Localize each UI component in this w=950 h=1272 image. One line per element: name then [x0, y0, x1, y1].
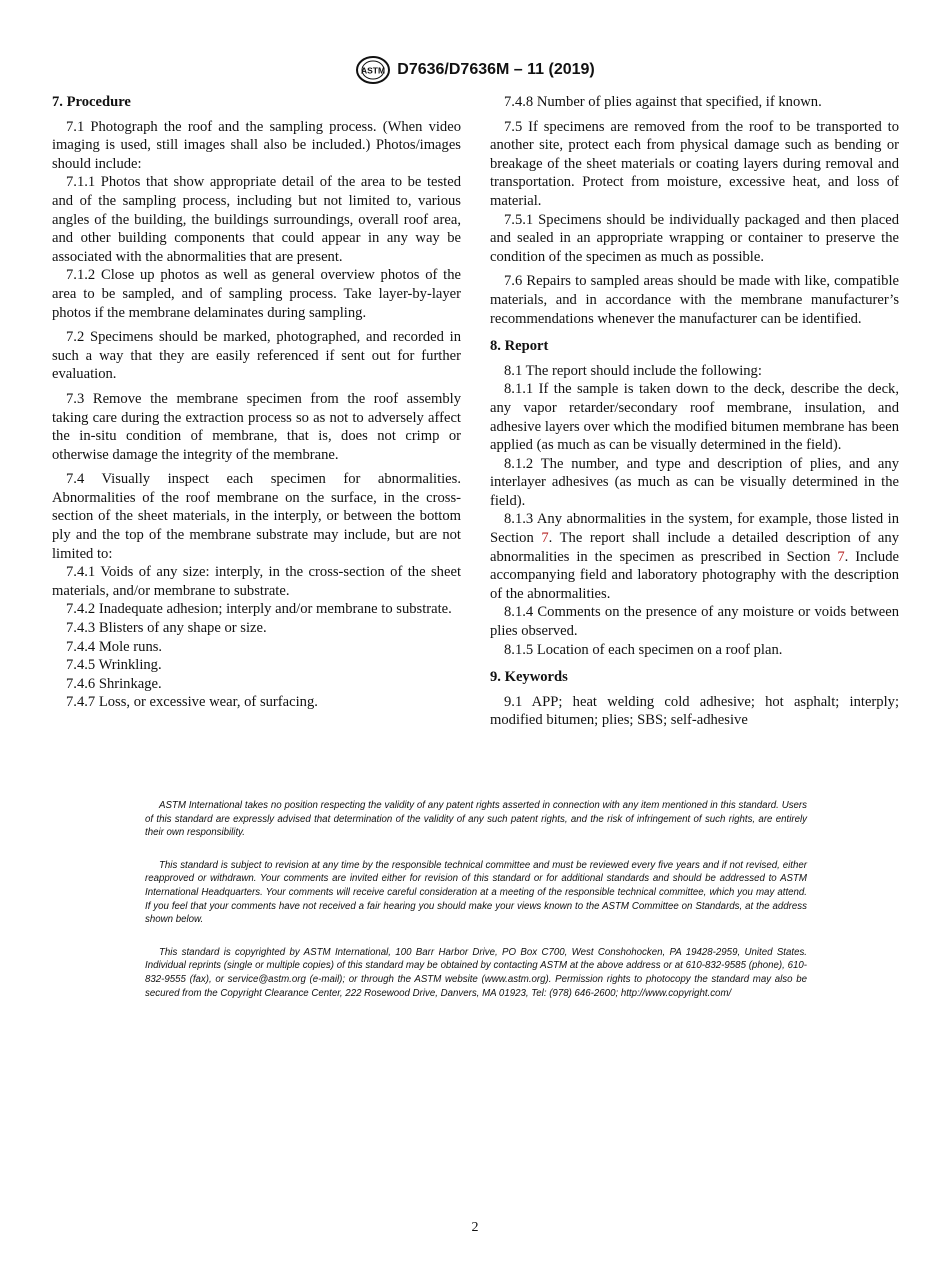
para-7-2: 7.2 Specimens should be marked, photographed, and recorded in such a way that they are easily referenced if sent out for further evaluation. [52, 329, 461, 383]
para-7-6: 7.6 Repairs to sampled areas should be made with like, compatible materials, and in accordance with the membrane manufacturer’s recommendations whenever the manufacturer can be identified. [490, 273, 899, 327]
para-8-1-3 [490, 510, 899, 603]
para-8-1-3-part-a: 8.1.3 Any abnormalities in the system, for example, those listed in Section [490, 511, 899, 547]
legal-notices [145, 799, 807, 1000]
para-7-4-4: 7.4.4 Mole runs. [66, 638, 163, 655]
para-7-4-1: 7.4.1 Voids of any size: interply, in the cross-section of the sheet materials, and/or membrane to substrate. [52, 564, 461, 599]
para-7-4-8: 7.4.8 Number of plies against that specified, if known. [504, 94, 822, 110]
document-designation: D7636/D7636M – 11 (2019) [397, 61, 595, 78]
para-8-1-1: 8.1.1 If the sample is taken down to the deck, describe the deck, any vapor retarder/secondary roof membrane, insulation, and adhesive layers over which the modified bitumen membrane has been applied (as much as can be visually determined in the field). [490, 381, 899, 454]
para-8-1-2: 8.1.2 The number, and type and description of plies, and any interlayer adhesives (as much as can be visually determined in the field). [490, 455, 899, 509]
section-7-heading: 7. Procedure [52, 94, 131, 110]
page-header [0, 55, 950, 90]
left-column [52, 93, 461, 712]
para-7-4-2: 7.4.2 Inadequate adhesion; interply and/or membrane to substrate. [66, 601, 452, 618]
para-8-1-5: 8.1.5 Location of each specimen on a roof plan. [504, 641, 783, 658]
patent-notice: ASTM International takes no position respecting the validity of any patent rights asserted in connection with any item mentioned in this standard. Users of this standard are expressly advised that determination of the validity of any such patent rights, and the risk of infringement of such rights, are entirely their own responsibility. [145, 800, 807, 839]
astm-logo-text: ASTM [361, 65, 386, 76]
para-7-4-7: 7.4.7 Loss, or excessive wear, of surfacing. [66, 694, 318, 711]
para-7-4-5: 7.4.5 Wrinkling. [66, 657, 162, 674]
para-7-1-1: 7.1.1 Photos that show appropriate detail of the area to be tested and of the sampling process, including but not limited to, various angles of the building, the buildings surroundings, overall roof area, and other building components that could appear in any way be associated with the abnormalities that are present. [52, 174, 461, 265]
para-8-1-3-part-c: . Include accompanying field and laboratory photography with the description of the abnormalities. [490, 548, 899, 602]
section-9-heading: 9. Keywords [490, 669, 568, 686]
astm-logo [355, 55, 391, 85]
page-number: 2 [471, 1220, 479, 1235]
para-7-3: 7.3 Remove the membrane specimen from the roof assembly taking care during the extraction process so as not to adversely affect the in-situ condition of membrane, that is, does not crimp or otherwise damage the integrity of the membrane. [52, 390, 461, 463]
para-7-5: 7.5 If specimens are removed from the roof to be transported to another site, protect each from physical damage such as bending or breakage of the sheet materials or coating layers during removal and transportation. Protect from moisture, excessive heat, and loss of material. [490, 118, 899, 209]
para-7-4-6: 7.4.6 Shrinkage. [66, 675, 162, 692]
section-8-heading: 8. Report [490, 338, 549, 355]
para-7-4-3: 7.4.3 Blisters of any shape or size. [66, 620, 267, 637]
para-8-1-3-part-b: . The report shall include a detailed description of any abnormalities in the specimen as prescribed in Section [490, 530, 899, 565]
para-7-5-1: 7.5.1 Specimens should be individually packaged and then placed and sealed in an appropriate wrapping or container to preserve the condition of the specimen as much as possible. [490, 211, 899, 265]
right-column [490, 93, 899, 730]
revision-notice: This standard is subject to revision at any time by the responsible technical committee and must be reviewed every five years and if not revised, either reapproved or withdrawn. Your comments are invited either for revision of this standard or for additional standards and should be addressed to ASTM International Headquarters. Your comments will receive careful consideration at a meeting of the responsible technical committee, which you may attend. If you feel that your comments have not received a fair hearing you should make your views known to the ASTM Committee on Standards, at the address shown below. [145, 859, 807, 926]
para-8-1: 8.1 The report should include the following: [504, 362, 762, 379]
section-7-link[interactable]: 7 [837, 548, 845, 565]
copyright-notice: This standard is copyrighted by ASTM International, 100 Barr Harbor Drive, PO Box C700, West Conshohocken, PA 19428-2959, United States. Individual reprints (single or multiple copies) of this standard may be obtained by contacting ASTM at the above address or at 610-832-9585 (phone), 610-832-9555 (fax), or service@astm.org (e-mail); or through the ASTM website (www.astm.org). Permission rights to photocopy the standard may also be secured from the Copyright Clearance Center, 222 Rosewood Drive, Danvers, MA 01923, Tel: (978) 646-2600; http://www.copyright.com/ [145, 946, 807, 999]
para-7-4: 7.4 Visually inspect each specimen for abnormalities. Abnormalities of the roof membrane on the surface, in the cross-section of the sheet materials, in the interply, or between the bottom ply and the top of the membrane substrate may include, but are not limited to: [52, 471, 461, 562]
para-7-1: 7.1 Photograph the roof and the sampling process. (When video imaging is used, still images shall also be included.) Photos/images should include: [52, 118, 461, 172]
para-8-1-4: 8.1.4 Comments on the presence of any moisture or voids between plies observed. [490, 604, 899, 640]
section-7-link[interactable]: 7 [541, 530, 549, 547]
para-9-1: 9.1 APP; heat welding cold adhesive; hot asphalt; interply; modified bitumen; plies; SBS; self-adhesive [490, 693, 899, 729]
para-7-1-2: 7.1.2 Close up photos as well as general overview photos of the area to be sampled, and of sampling process. Take layer-by-layer photos if the membrane delaminates during sampling. [52, 267, 461, 321]
